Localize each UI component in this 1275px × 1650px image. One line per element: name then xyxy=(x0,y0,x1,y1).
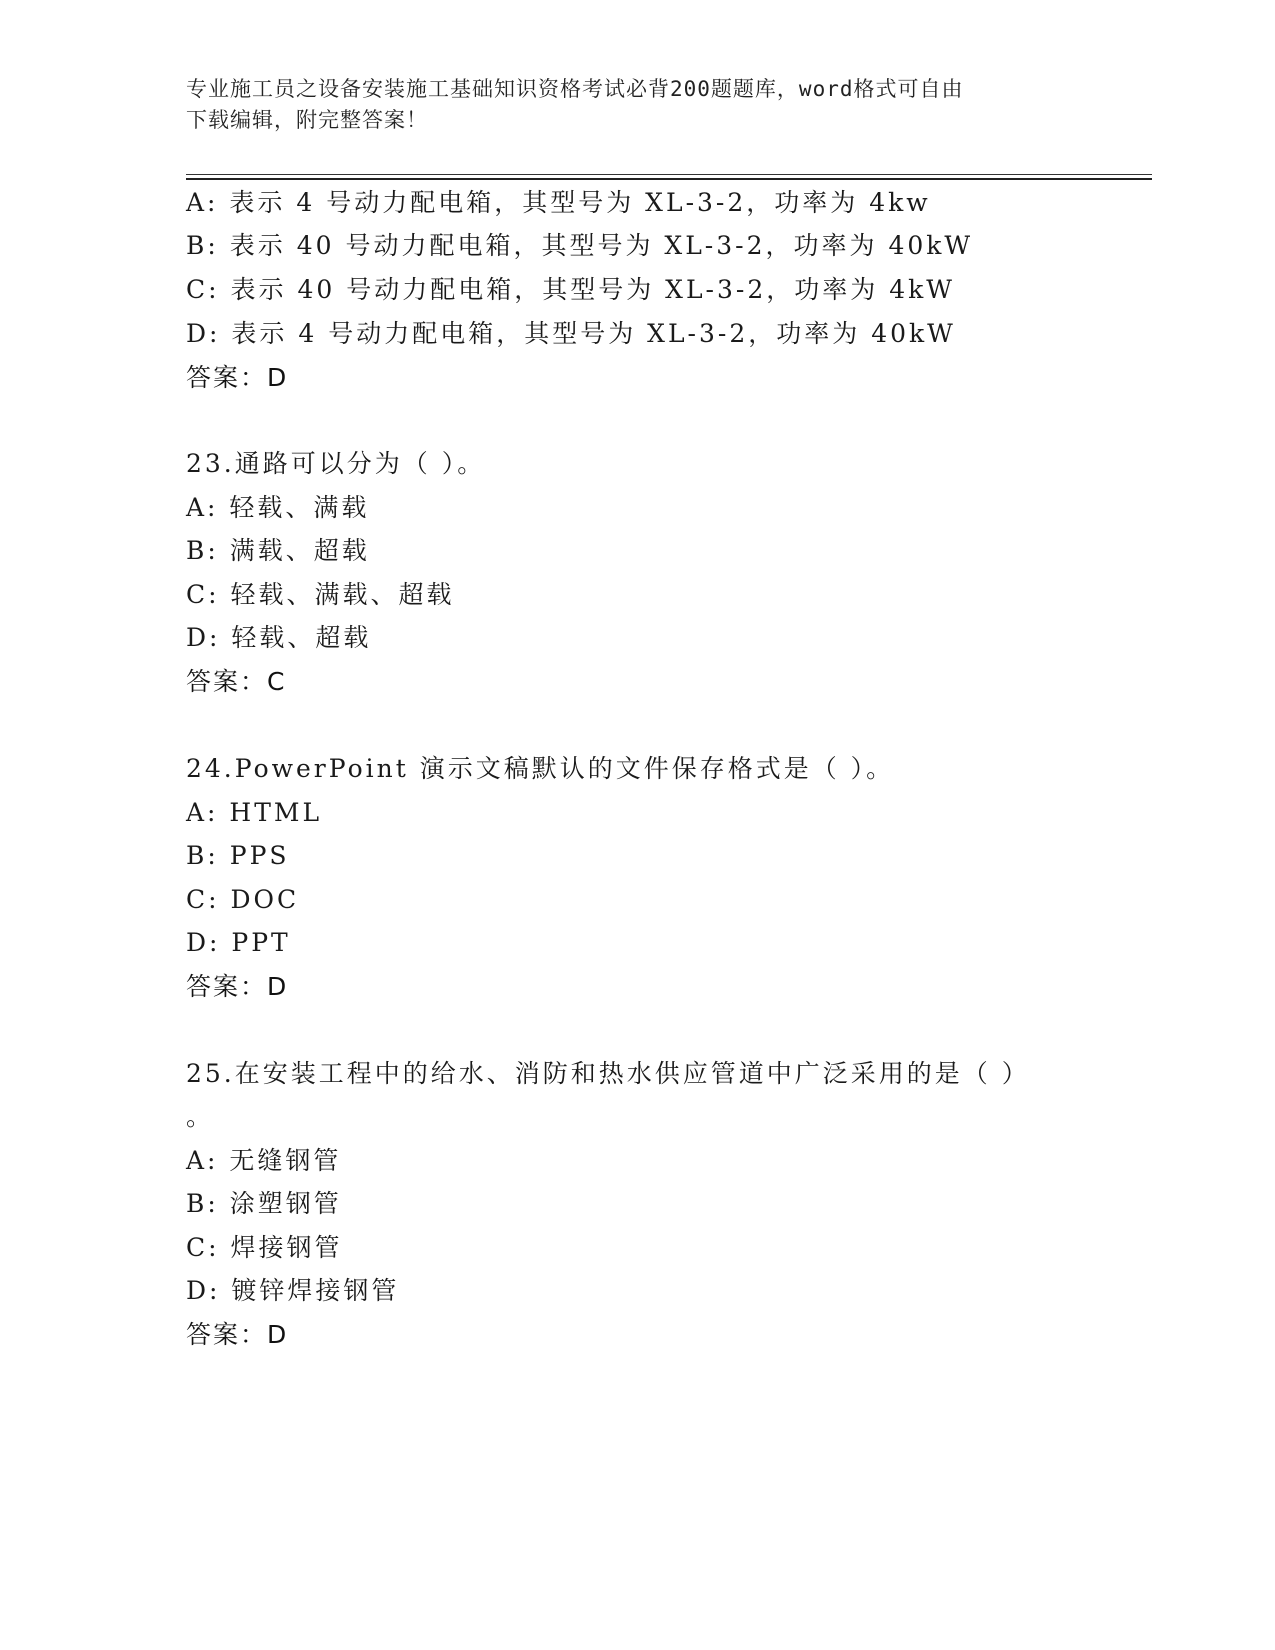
q23-option-b: B: 满载、超载 xyxy=(186,536,370,565)
q24-option-b: B: PPS xyxy=(186,841,290,870)
q25-question: 25.在安装工程中的给水、消防和热水供应管道中广泛采用的是（ ） xyxy=(186,1059,1030,1088)
q22-option-d: D: 表示 4 号动力配电箱，其型号为 XL-3-2，功率为 40kW xyxy=(186,319,956,348)
q24-option-c: C: DOC xyxy=(186,885,300,914)
q24-answer: 答案：D xyxy=(186,972,289,1001)
q23-option-d: D: 轻载、超载 xyxy=(186,623,372,652)
q25-answer: 答案：D xyxy=(186,1320,289,1349)
q25-option-d: D: 镀锌焊接钢管 xyxy=(186,1276,400,1305)
q22-option-a: A: 表示 4 号动力配电箱，其型号为 XL-3-2，功率为 4kw xyxy=(186,188,931,217)
header-title-line-1: 专业施工员之设备安装施工基础知识资格考试必背200题题库，word格式可自由 xyxy=(186,77,964,101)
q24-option-d: D: PPT xyxy=(186,928,291,957)
q24-option-a: A: HTML xyxy=(186,798,323,827)
q24-question: 24.PowerPoint 演示文稿默认的文件保存格式是（ ）。 xyxy=(186,754,895,783)
q23-answer: 答案：C xyxy=(186,667,287,696)
q25-option-c: C: 焊接钢管 xyxy=(186,1233,343,1262)
q22-option-b: B: 表示 40 号动力配电箱，其型号为 XL-3-2，功率为 40kW xyxy=(186,231,974,260)
q22-answer: 答案：D xyxy=(186,363,289,392)
q22-option-c: C: 表示 40 号动力配电箱，其型号为 XL-3-2，功率为 4kW xyxy=(186,275,955,304)
header-title-line-2: 下载编辑，附完整答案！ xyxy=(186,108,428,132)
q25-question-continuation: 。 xyxy=(186,1102,215,1131)
q25-option-b: B: 涂塑钢管 xyxy=(186,1189,342,1218)
header-divider-thick xyxy=(186,178,1152,180)
q23-option-a: A: 轻载、满载 xyxy=(186,493,370,522)
q25-option-a: A: 无缝钢管 xyxy=(186,1146,342,1175)
header-divider-thin xyxy=(186,174,1152,175)
q23-option-c: C: 轻载、满载、超载 xyxy=(186,580,455,609)
document-header xyxy=(186,74,1066,136)
q23-question: 23.通路可以分为（ ）。 xyxy=(186,449,486,478)
